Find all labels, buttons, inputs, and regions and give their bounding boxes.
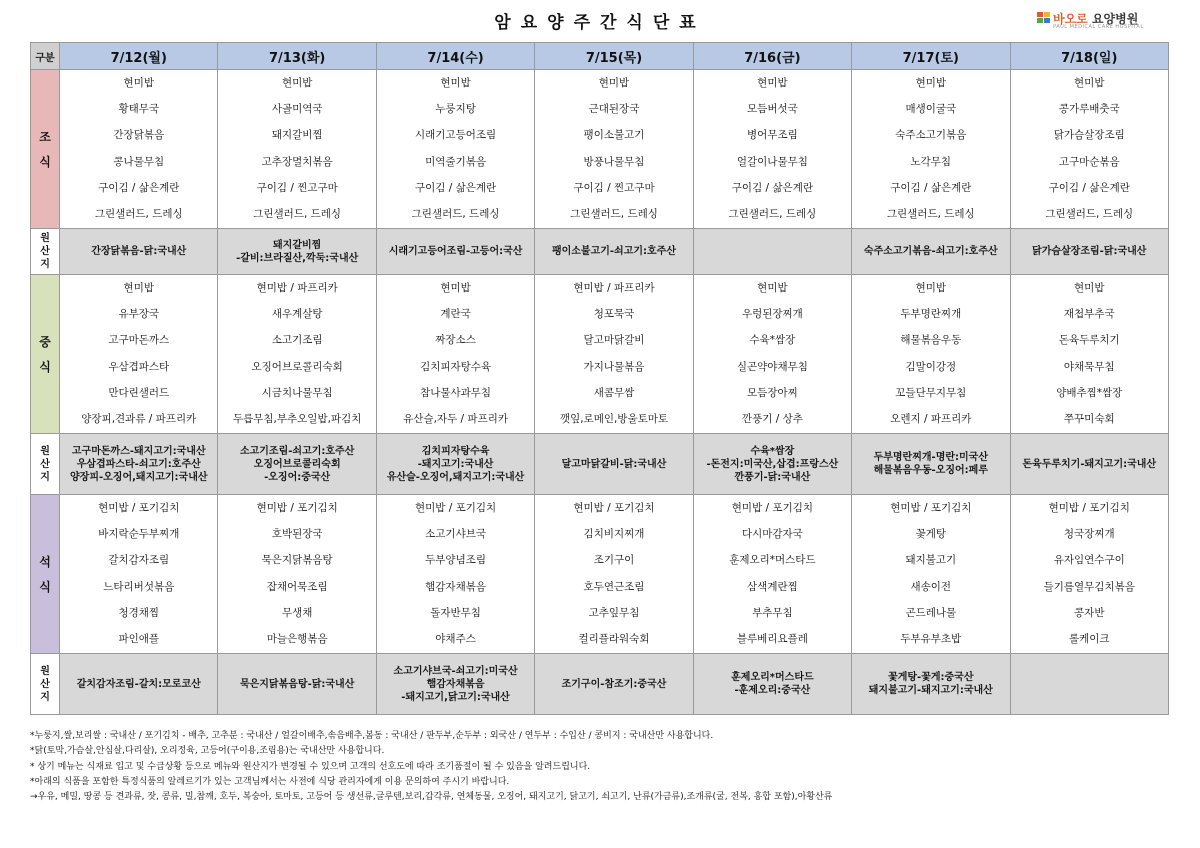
menu-item: 새우계살탕 bbox=[271, 308, 323, 321]
origin-line: 수육*쌈장 bbox=[750, 445, 795, 457]
breakfast-origin-cell bbox=[218, 229, 376, 275]
menu-item: 현미밥 / 포기김치 bbox=[890, 502, 972, 514]
menu-item: 그린샐러드, 드레싱 bbox=[570, 207, 658, 220]
origin-line: 꽃게탕-꽃게:중국산 bbox=[888, 672, 974, 683]
menu-item: 시금치나물무침 bbox=[261, 386, 333, 399]
lunch-cell bbox=[1010, 275, 1169, 434]
menu-item: 현미밥 / 포기김치 bbox=[573, 502, 655, 514]
menu-item: 훈제오리*머스타드 bbox=[729, 554, 816, 567]
corner-header: 구분 bbox=[31, 43, 60, 70]
menu-item: 고구마순볶음 bbox=[1058, 155, 1120, 168]
breakfast-cell bbox=[1010, 70, 1169, 229]
dinner-origin-cell bbox=[218, 654, 376, 715]
origin-line: 간장닭볶음-닭:국내산 bbox=[91, 246, 187, 257]
header-row bbox=[31, 43, 1169, 70]
origin-line: -훈제오리:중국산 bbox=[734, 685, 811, 696]
menu-item: 새송이전 bbox=[910, 580, 952, 593]
menu-item: 롤케이크 bbox=[1068, 632, 1110, 645]
origin-line: 돈육두루치기-돼지고기:국내산 bbox=[1022, 458, 1157, 470]
lunch-row bbox=[31, 275, 1169, 434]
menu-item: 가지나물볶음 bbox=[583, 360, 645, 373]
origin-line: 갈치감자조림-갈치:모로코산 bbox=[76, 678, 201, 690]
menu-item: 우렁된장찌개 bbox=[741, 308, 803, 321]
breakfast-origin-cell bbox=[1010, 229, 1169, 275]
menu-item: 콩나물무침 bbox=[113, 155, 165, 168]
menu-item: 현미밥 / 파프리카 bbox=[573, 282, 655, 294]
menu-item: 그린샐러드, 드레싱 bbox=[411, 207, 500, 220]
menu-item: 실곤약야채무침 bbox=[736, 360, 808, 373]
footnotes bbox=[30, 729, 1170, 805]
lunch-cell bbox=[376, 275, 534, 434]
menu-item: 소고기조림 bbox=[271, 334, 323, 347]
menu-item: 느타리버섯볶음 bbox=[103, 580, 175, 593]
menu-item: 김치비지찌개 bbox=[583, 528, 645, 541]
origin-line: -돼지고기:국내산 bbox=[417, 458, 494, 470]
menu-item: 현미밥 bbox=[440, 77, 471, 89]
menu-item: 그린샐러드, 드레싱 bbox=[728, 207, 817, 220]
menu-item: 현미밥 bbox=[281, 77, 313, 89]
menu-item: 쭈꾸미숙회 bbox=[1063, 412, 1115, 425]
menu-item: 김치피자탕수육 bbox=[420, 360, 492, 373]
lunch-cell bbox=[218, 275, 376, 434]
menu-item: 파인애플 bbox=[118, 632, 160, 645]
dinner-origin-cell bbox=[376, 654, 534, 715]
menu-item: 두부유부초밥 bbox=[900, 632, 962, 645]
menu-item: 고추잎무침 bbox=[588, 606, 640, 619]
dinner-cell bbox=[1010, 495, 1169, 654]
menu-item: 그린샐러드, 드레싱 bbox=[886, 207, 975, 220]
menu-item: 숙주소고기볶음 bbox=[895, 129, 967, 142]
menu-item: 만다린샐러드 bbox=[108, 386, 170, 399]
label-char: 식 bbox=[39, 155, 51, 169]
origin-line: 김치피자탕수육 bbox=[421, 445, 490, 457]
date-header: 7/14(수) bbox=[376, 43, 534, 70]
menu-item: 현미밥 bbox=[598, 77, 630, 89]
dinner-origin-cell bbox=[1010, 654, 1169, 715]
origin-line: -오징어:중국산 bbox=[264, 471, 331, 483]
menu-item: 꼬들단무지무침 bbox=[895, 386, 967, 399]
lunch-origin-cell bbox=[218, 434, 376, 495]
label-char: 조 bbox=[39, 130, 51, 144]
breakfast-cell bbox=[376, 70, 534, 229]
footnote-line: →우유, 메밀, 땅콩 등 견과류, 잣, 콩류, 밀,참깨, 호두, 복숭아, 토마토, 고등어 등 생선류,글루텐,보리,갑각류, 연체동물, 오징어, 돼지고기, 닭고기, 쇠고기, 난류(가금류),조개류(굴, 전복, 홍합 포함),아황산류 bbox=[30, 792, 833, 803]
origin-line: 양장피-오징어,돼지고기:국내산 bbox=[70, 471, 208, 483]
menu-item: 현미밥 bbox=[757, 282, 788, 294]
menu-item: 노각무침 bbox=[910, 155, 952, 168]
menu-item: 바지락순두부찌개 bbox=[98, 528, 180, 541]
menu-item: 현미밥 / 포기김치 bbox=[414, 502, 497, 514]
origin-line: 소고기조림-쇠고기:호주산 bbox=[239, 445, 355, 457]
menu-item: 컬리플라워숙회 bbox=[578, 632, 650, 645]
menu-item: 팽이소불고기 bbox=[583, 129, 645, 142]
date-header: 7/12(월) bbox=[60, 43, 218, 70]
menu-item: 고구마돈까스 bbox=[108, 334, 170, 347]
dinner-label bbox=[31, 495, 60, 654]
origin-line: -갈비:브라질산,깍둑:국내산 bbox=[236, 252, 359, 264]
menu-item: 현미밥 / 포기김치 bbox=[731, 502, 813, 514]
menu-item: 잡채어묵조림 bbox=[266, 580, 328, 593]
menu-item: 구이김 / 삶은계란 bbox=[890, 181, 972, 194]
lunch-cell bbox=[60, 275, 218, 434]
breakfast-label bbox=[31, 70, 60, 229]
menu-item: 햄감자채볶음 bbox=[425, 580, 486, 593]
menu-item: 돈육두루치기 bbox=[1058, 334, 1120, 347]
menu-item: 콩자반 bbox=[1074, 606, 1105, 619]
date-header: 7/16(금) bbox=[693, 43, 851, 70]
menu-item: 새콤무쌈 bbox=[593, 386, 635, 399]
label-char: 중 bbox=[39, 335, 51, 349]
menu-item: 누룽지탕 bbox=[435, 103, 476, 116]
logo-mark-icon bbox=[1037, 12, 1051, 23]
breakfast-cell bbox=[852, 70, 1010, 229]
breakfast-cell bbox=[60, 70, 218, 229]
menu-item: 해물볶음우동 bbox=[900, 334, 962, 347]
footnote-line: *아래의 식품을 포함한 특정식품의 알레르기가 있는 고객님께서는 사전에 식당 관리자에게 이용 문의하여 주시기 바랍니다. bbox=[30, 776, 510, 787]
dinner-origin-cell bbox=[535, 654, 693, 715]
origin-line: 돼지불고기-돼지고기:국내산 bbox=[868, 685, 993, 696]
label-char: 산 bbox=[40, 678, 50, 690]
menu-item: 깐풍기 / 상추 bbox=[741, 412, 803, 425]
menu-item: 깻잎,로메인,방울토마토 bbox=[559, 412, 669, 425]
menu-item: 모듬장아찌 bbox=[747, 386, 798, 399]
menu-item: 야채주스 bbox=[435, 632, 476, 645]
menu-item: 양장피,견과류 / 파프리카 bbox=[81, 412, 197, 425]
lunch-origin-cell bbox=[693, 434, 851, 495]
menu-item: 부추무침 bbox=[752, 606, 793, 619]
menu-item: 그린샐러드, 드레싱 bbox=[1045, 207, 1134, 220]
logo-brand: 바오로 bbox=[1053, 12, 1088, 26]
menu-item: 병어무조림 bbox=[747, 129, 798, 142]
footnote-line: *닭(토막,가슴살,안심살,다리살), 오리정육, 고등어(구이용,조림용)는 국내산만 사용합니다. bbox=[30, 746, 385, 757]
footnote-line: * 상기 메뉴는 식재료 입고 및 수급상황 등으로 메뉴와 원산지가 변경될 수 있으며 고객의 선호도에 따라 조기품절이 될 수 있음을 알려드립니다. bbox=[30, 761, 591, 772]
menu-item: 야채묵무침 bbox=[1063, 360, 1115, 373]
breakfast-cell bbox=[693, 70, 851, 229]
lunch-origin-cell bbox=[1010, 434, 1169, 495]
label-char: 원 bbox=[40, 665, 50, 677]
menu-item: 유자임연수구이 bbox=[1053, 554, 1125, 567]
menu-item: 김말이강정 bbox=[905, 360, 957, 373]
menu-item: 사골미역국 bbox=[271, 103, 323, 116]
origin-line: 훈제오리*머스타드 bbox=[731, 672, 814, 683]
menu-item: 현미밥 bbox=[1074, 77, 1105, 89]
footnote-line: *누룽지,쌀,보리쌀 : 국내산 / 포기김치 - 배추, 고추분 : 국내산 / 얼갈이배추,솎음배추,봄동 : 국내산 / 판두부,순두부 : 외국산 / 연두부 : 수입산 / 콩비지 : 국내산만 사용합니다. bbox=[30, 731, 714, 741]
date-header: 7/17(토) bbox=[852, 43, 1010, 70]
dinner-cell bbox=[693, 495, 851, 654]
menu-item: 오렌지 / 파프리카 bbox=[890, 412, 972, 425]
menu-item: 현미밥 bbox=[757, 77, 788, 89]
menu-item: 청포묵국 bbox=[593, 308, 635, 321]
dinner-origin-label bbox=[31, 654, 60, 715]
date-header: 7/13(화) bbox=[218, 43, 376, 70]
menu-item: 콩가루배춧국 bbox=[1058, 103, 1120, 116]
menu-item: 미역줄기볶음 bbox=[425, 155, 486, 168]
origin-line: 햄감자채볶음 bbox=[426, 678, 485, 690]
label-char: 원 bbox=[40, 445, 50, 457]
menu-item: 현미밥 bbox=[1074, 282, 1105, 294]
menu-item: 두릅무침,부추오일밥,파김치 bbox=[232, 412, 362, 425]
menu-item: 블루베리요플레 bbox=[736, 632, 808, 645]
menu-item: 얼갈이나물무침 bbox=[736, 155, 808, 168]
menu-item: 돼지불고기 bbox=[905, 554, 957, 567]
menu-item: 구이김 / 삶은계란 bbox=[731, 181, 813, 194]
label-char: 식 bbox=[39, 360, 51, 374]
origin-line: 묵은지닭볶음탕-닭:국내산 bbox=[239, 678, 355, 690]
menu-item: 그린샐러드, 드레싱 bbox=[253, 207, 342, 220]
lunch-origin-cell bbox=[60, 434, 218, 495]
dinner-origin-cell bbox=[852, 654, 1010, 715]
origin-line: -돼지고기,닭고기:국내산 bbox=[401, 691, 510, 703]
label-char: 산 bbox=[40, 458, 50, 470]
menu-item: 유부장국 bbox=[118, 308, 160, 321]
menu-item: 현미밥 / 파프리카 bbox=[256, 282, 338, 294]
menu-item: 참나물사과무침 bbox=[420, 386, 492, 399]
menu-item: 현미밥 bbox=[123, 282, 154, 294]
menu-item: 매생이굴국 bbox=[905, 103, 957, 116]
lunch-origin-row bbox=[31, 434, 1169, 495]
menu-item: 간장닭볶음 bbox=[113, 129, 165, 142]
menu-item: 수육*쌈장 bbox=[749, 334, 796, 347]
menu-item: 현미밥 bbox=[123, 77, 154, 89]
menu-item: 갈치감자조림 bbox=[108, 554, 170, 567]
menu-item: 소고기샤브국 bbox=[425, 528, 486, 541]
hospital-logo bbox=[1037, 9, 1162, 33]
menu-item: 구이김 / 찐고구마 bbox=[256, 181, 338, 194]
menu-item: 호박된장국 bbox=[271, 528, 323, 541]
origin-line: 소고기샤브국-쇠고기:미국산 bbox=[393, 665, 518, 677]
menu-item: 현미밥 / 포기김치 bbox=[256, 502, 338, 514]
lunch-origin-cell bbox=[376, 434, 534, 495]
menu-item: 호두연근조림 bbox=[583, 580, 645, 593]
lunch-cell bbox=[693, 275, 851, 434]
origin-line: 두부명란찌개-명란:미국산 bbox=[873, 452, 988, 463]
menu-item: 다시마감자국 bbox=[741, 528, 803, 541]
label-char: 석 bbox=[39, 555, 51, 569]
dinner-row bbox=[31, 495, 1169, 654]
breakfast-cell bbox=[218, 70, 376, 229]
dinner-origin-cell bbox=[693, 654, 851, 715]
menu-item: 현미밥 / 포기김치 bbox=[1048, 502, 1130, 514]
dinner-cell bbox=[60, 495, 218, 654]
menu-item: 우삼겹파스타 bbox=[108, 360, 170, 373]
weekly-menu-table bbox=[30, 42, 1169, 715]
menu-item: 꽃게탕 bbox=[915, 528, 947, 541]
breakfast-origin-label bbox=[31, 229, 60, 275]
origin-line: 조기구이-참조기:중국산 bbox=[561, 678, 667, 690]
origin-line: 달고마닭갈비-닭:국내산 bbox=[561, 458, 667, 470]
origin-line: 유산슬-오징어,돼지고기:국내산 bbox=[386, 471, 525, 483]
breakfast-row bbox=[31, 70, 1169, 229]
lunch-origin-cell bbox=[852, 434, 1010, 495]
logo-suffix: 요양병원 bbox=[1087, 12, 1139, 26]
menu-item: 현미밥 bbox=[915, 77, 947, 89]
menu-item: 조기구이 bbox=[593, 554, 635, 567]
label-char: 원 bbox=[40, 233, 50, 244]
origin-line: 닭가슴살장조림-닭:국내산 bbox=[1032, 246, 1147, 257]
menu-item: 고추장멸치볶음 bbox=[261, 155, 333, 168]
label-char: 산 bbox=[40, 246, 50, 257]
menu-item: 구이김 / 찐고구마 bbox=[573, 181, 655, 194]
origin-line: 깐풍기-닭:국내산 bbox=[734, 471, 811, 483]
dinner-origin-row bbox=[31, 654, 1169, 715]
origin-line: 숙주소고기볶음-쇠고기:호주산 bbox=[863, 246, 998, 257]
menu-item: 돌자반무침 bbox=[430, 606, 481, 619]
breakfast-origin-cell bbox=[693, 229, 851, 275]
menu-item: 현미밥 bbox=[915, 282, 947, 294]
menu-item: 두부명란찌개 bbox=[900, 308, 962, 321]
breakfast-cell bbox=[535, 70, 693, 229]
breakfast-origin-cell bbox=[376, 229, 534, 275]
breakfast-origin-cell bbox=[60, 229, 218, 275]
label-char: 지 bbox=[40, 691, 50, 703]
menu-item: 청국장찌개 bbox=[1063, 528, 1115, 541]
menu-item: 시래기고등어조림 bbox=[415, 129, 497, 142]
dinner-cell bbox=[852, 495, 1010, 654]
menu-item: 황태무국 bbox=[118, 103, 160, 116]
menu-item: 무생채 bbox=[281, 606, 313, 619]
menu-item: 짜장소스 bbox=[435, 334, 476, 347]
menu-item: 현미밥 / 포기김치 bbox=[98, 502, 180, 514]
menu-item: 근대된장국 bbox=[588, 103, 640, 116]
dinner-origin-cell bbox=[60, 654, 218, 715]
origin-line: 시래기고등어조림-고등어:국산 bbox=[388, 246, 523, 257]
logo-subtitle: PAUL MEDICAL CARE HOSPITAL bbox=[1053, 24, 1144, 30]
menu-item: 유산슬,자두 / 파프리카 bbox=[403, 412, 508, 425]
menu-item: 양배추찜*쌈장 bbox=[1056, 386, 1123, 399]
origin-line: -돈전지:미국산,삽겹:프랑스산 bbox=[706, 458, 839, 470]
origin-line: 팽이소불고기-쇠고기:호주산 bbox=[551, 246, 677, 257]
origin-line: 오징어브로콜리숙회 bbox=[253, 458, 341, 470]
origin-line: 우삼겹파스타-쇠고기:호주산 bbox=[76, 458, 201, 470]
menu-item: 재첩부추국 bbox=[1063, 308, 1115, 321]
menu-item: 닭가슴살장조림 bbox=[1053, 129, 1125, 142]
origin-line: 해물볶음우동-오징어:페루 bbox=[873, 465, 988, 476]
menu-item: 방풍나물무침 bbox=[583, 155, 645, 168]
label-char: 식 bbox=[39, 580, 51, 594]
menu-item: 구이김 / 삶은계란 bbox=[1048, 181, 1130, 194]
dinner-cell bbox=[218, 495, 376, 654]
lunch-cell bbox=[852, 275, 1010, 434]
menu-item: 그린샐러드, 드레싱 bbox=[94, 207, 183, 220]
dinner-cell bbox=[535, 495, 693, 654]
menu-item: 마늘은행볶음 bbox=[266, 632, 328, 645]
menu-item: 묵은지닭볶음탕 bbox=[261, 554, 333, 567]
origin-line: 고구마돈까스-돼지고기:국내산 bbox=[71, 445, 206, 457]
breakfast-origin-row bbox=[31, 229, 1169, 275]
lunch-cell bbox=[535, 275, 693, 434]
menu-item: 구이김 / 삶은계란 bbox=[414, 181, 497, 194]
dinner-cell bbox=[376, 495, 534, 654]
lunch-origin-label bbox=[31, 434, 60, 495]
menu-item: 현미밥 bbox=[440, 282, 471, 294]
menu-item: 들기름열무김치볶음 bbox=[1043, 580, 1135, 593]
breakfast-origin-cell bbox=[535, 229, 693, 275]
menu-item: 달고마닭갈비 bbox=[583, 334, 645, 347]
label-char: 지 bbox=[40, 259, 50, 270]
lunch-label bbox=[31, 275, 60, 434]
menu-item: 돼지갈비찜 bbox=[271, 129, 323, 142]
lunch-origin-cell bbox=[535, 434, 693, 495]
menu-item: 두부양념조림 bbox=[425, 554, 486, 567]
page-title: 암요양주간식단표 bbox=[494, 13, 706, 33]
label-char: 지 bbox=[40, 471, 50, 483]
date-header: 7/15(목) bbox=[535, 43, 693, 70]
menu-item: 모듬버섯국 bbox=[747, 103, 798, 116]
breakfast-origin-cell bbox=[852, 229, 1010, 275]
menu-item: 청경채찜 bbox=[118, 606, 160, 619]
menu-item: 삼색계란찜 bbox=[747, 580, 798, 593]
menu-item: 오징어브로콜리숙회 bbox=[251, 360, 343, 373]
menu-item: 계란국 bbox=[440, 308, 471, 321]
menu-item: 곤드레나물 bbox=[905, 606, 957, 619]
date-header: 7/18(일) bbox=[1010, 43, 1169, 70]
menu-item: 구이김 / 삶은계란 bbox=[98, 181, 180, 194]
origin-line: 돼지갈비찜 bbox=[273, 239, 322, 251]
